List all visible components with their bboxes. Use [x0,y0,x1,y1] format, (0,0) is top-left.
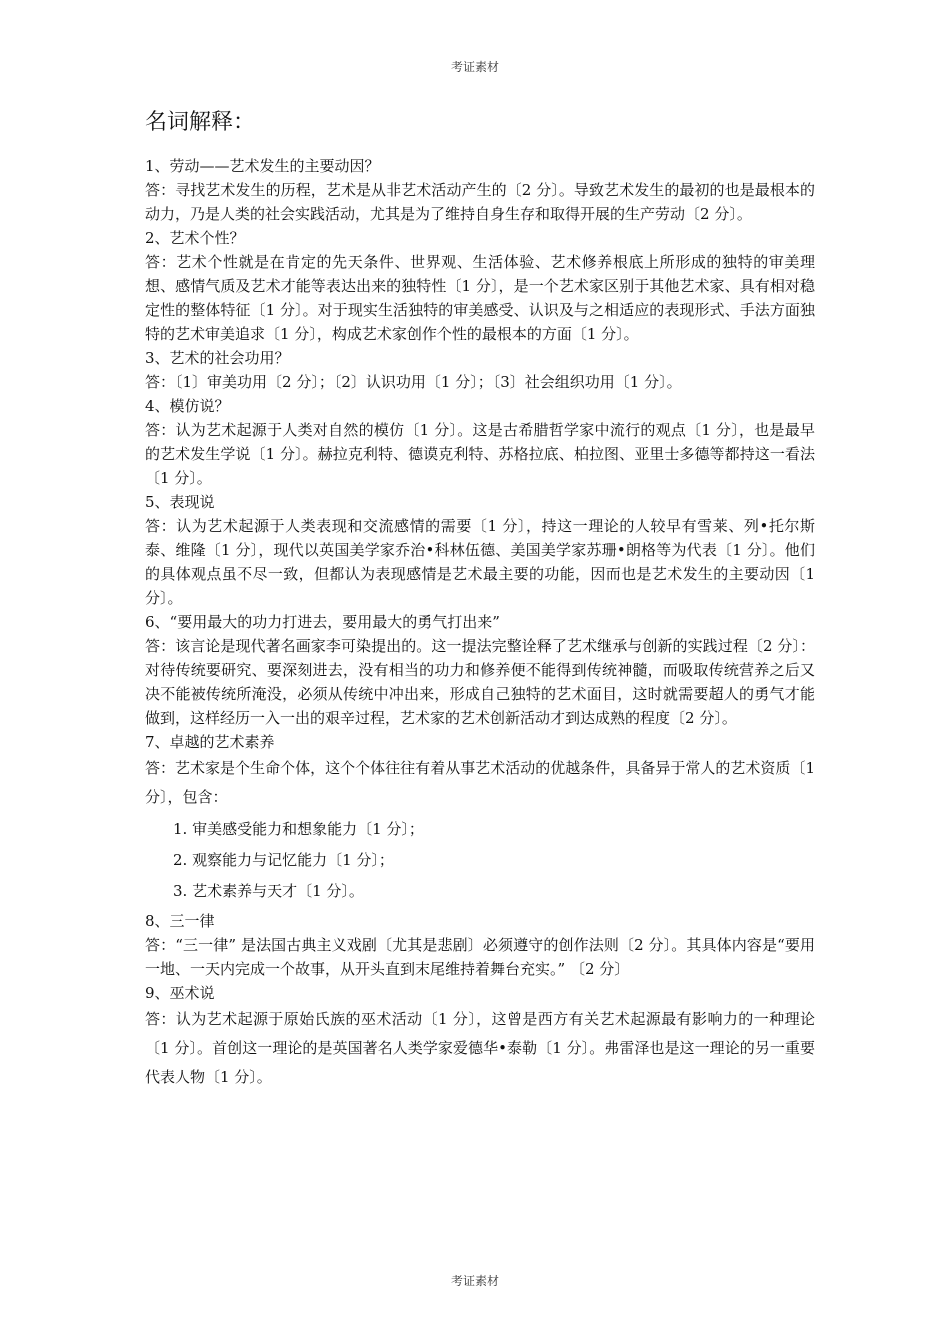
entry-question: 9、巫术说 [145,984,215,1002]
list-item: 1. 审美感受能力和想象能力〔1 分〕； [173,820,424,838]
entry-answer: 答：寻找艺术发生的历程，艺术是从非艺术活动产生的〔2 分〕。导致艺术发生的最初的也是最根本的动力，乃是人类的社会实践活动，尤其是为了维持自身生存和取得开展的生产劳动〔2 分〕。 [145,181,815,223]
page-header: 考证素材 [450,60,499,74]
entry-answer: 答：艺术家是个生命个体，这个个体往往有着从事艺术活动的优越条件，具备异于常人的艺术资质〔1 分〕，包含： [145,759,815,806]
entry-question: 5、表现说 [145,493,215,511]
entry-question: 4、模仿说？ [145,397,230,415]
entry-answer: 答：认为艺术起源于人类对自然的模仿〔1 分〕。这是古希腊哲学家中流行的观点〔1 分〕，也是最早的艺术发生学说〔1 分〕。赫拉克利特、德谟克利特、苏格拉底、柏拉图、亚里士多德等都持这一看法〔1 分〕。 [145,421,815,487]
list-item: 3. 艺术素养与天才〔1 分〕。 [173,882,364,900]
entry-6 [145,610,815,730]
entry-4 [145,394,815,490]
entry-answer: 答：艺术个性就是在肯定的先天条件、世界观、生活体验、艺术修养根底上所形成的独特的审美理想、感情气质及艺术才能等表达出来的独特性〔1 分〕，是一个艺术家区别于其他艺术家、具有相对稳定性的整体特征〔1 分〕。对于现实生活独特的审美感受、认识及与之相适应的表现形式、手法方面独特的艺术审美追求〔1 分〕，构成艺术家创作个性的最根本的方面〔1 分〕。 [145,253,815,343]
entry-7 [145,730,815,907]
entry-question: 8、三一律 [145,912,215,930]
entry-2 [145,226,815,346]
entry-question: 7、卓越的艺术素养 [145,733,275,751]
entry-answer: 答：“三一律” 是法国古典主义戏剧〔尤其是悲剧〕必须遵守的创作法则〔2 分〕。其具体内容是“要用一地、一天内完成一个故事，从开头直到末尾维持着舞台充实。” 〔2 分〕 [145,936,815,978]
entry-9 [145,981,815,1092]
entry-answer: 答：〔1〕审美功用〔2 分〕；〔2〕认识功用〔1 分〕；〔3〕社会组织功用〔1 分〕。 [145,373,682,391]
entry-answer: 答：该言论是现代著名画家李可染提出的。这一提法完整诠释了艺术继承与创新的实践过程〔2 分〕：对待传统要研究、要深刻进去，没有相当的功力和修养便不能得到传统神髓，而吸取传统营养之后又决不能被传统所淹没，必须从传统中冲出来，形成自己独特的艺术面目，这时就需要超人的勇气才能做到，这样经历一入一出的艰辛过程，艺术家的艺术创新活动才到达成熟的程度〔2 分〕。 [145,637,815,727]
document-body [145,108,815,1092]
entry-question: 6、“要用最大的功力打进去，要用最大的勇气打出来” [145,613,500,631]
entry-answer: 答：认为艺术起源于人类表现和交流感情的需要〔1 分〕，持这一理论的人较早有雪莱、列•托尔斯泰、维隆〔1 分〕，现代以英国美学家乔治•科林伍德、美国美学家苏珊•朗格等为代表〔1 分〕。他们的具体观点虽不尽一致，但都认为表现感情是艺术最主要的功能，因而也是艺术发生的主要动因〔1 分〕。 [145,517,815,607]
entry-question: 2、艺术个性？ [145,229,245,247]
entry-3 [145,346,815,394]
entry-question: 3、艺术的社会功用？ [145,349,290,367]
list-item: 2. 观察能力与记忆能力〔1 分〕； [173,851,394,869]
section-title: 名词解释： [145,110,256,135]
entry-8 [145,909,815,981]
entry-question: 1、劳动——艺术发生的主要动因？ [145,157,380,175]
page-footer: 考证素材 [450,1274,499,1288]
entry-5 [145,490,815,610]
entry-1 [145,154,815,226]
ability-list [173,814,815,907]
entry-answer: 答：认为艺术起源于原始氏族的巫术活动〔1 分〕，这曾是西方有关艺术起源最有影响力的一种理论〔1 分〕。首创这一理论的是英国著名人类学家爱德华•泰勒〔1 分〕。弗雷泽也是这一理论的另一重要代表人物〔1 分〕。 [145,1010,815,1086]
